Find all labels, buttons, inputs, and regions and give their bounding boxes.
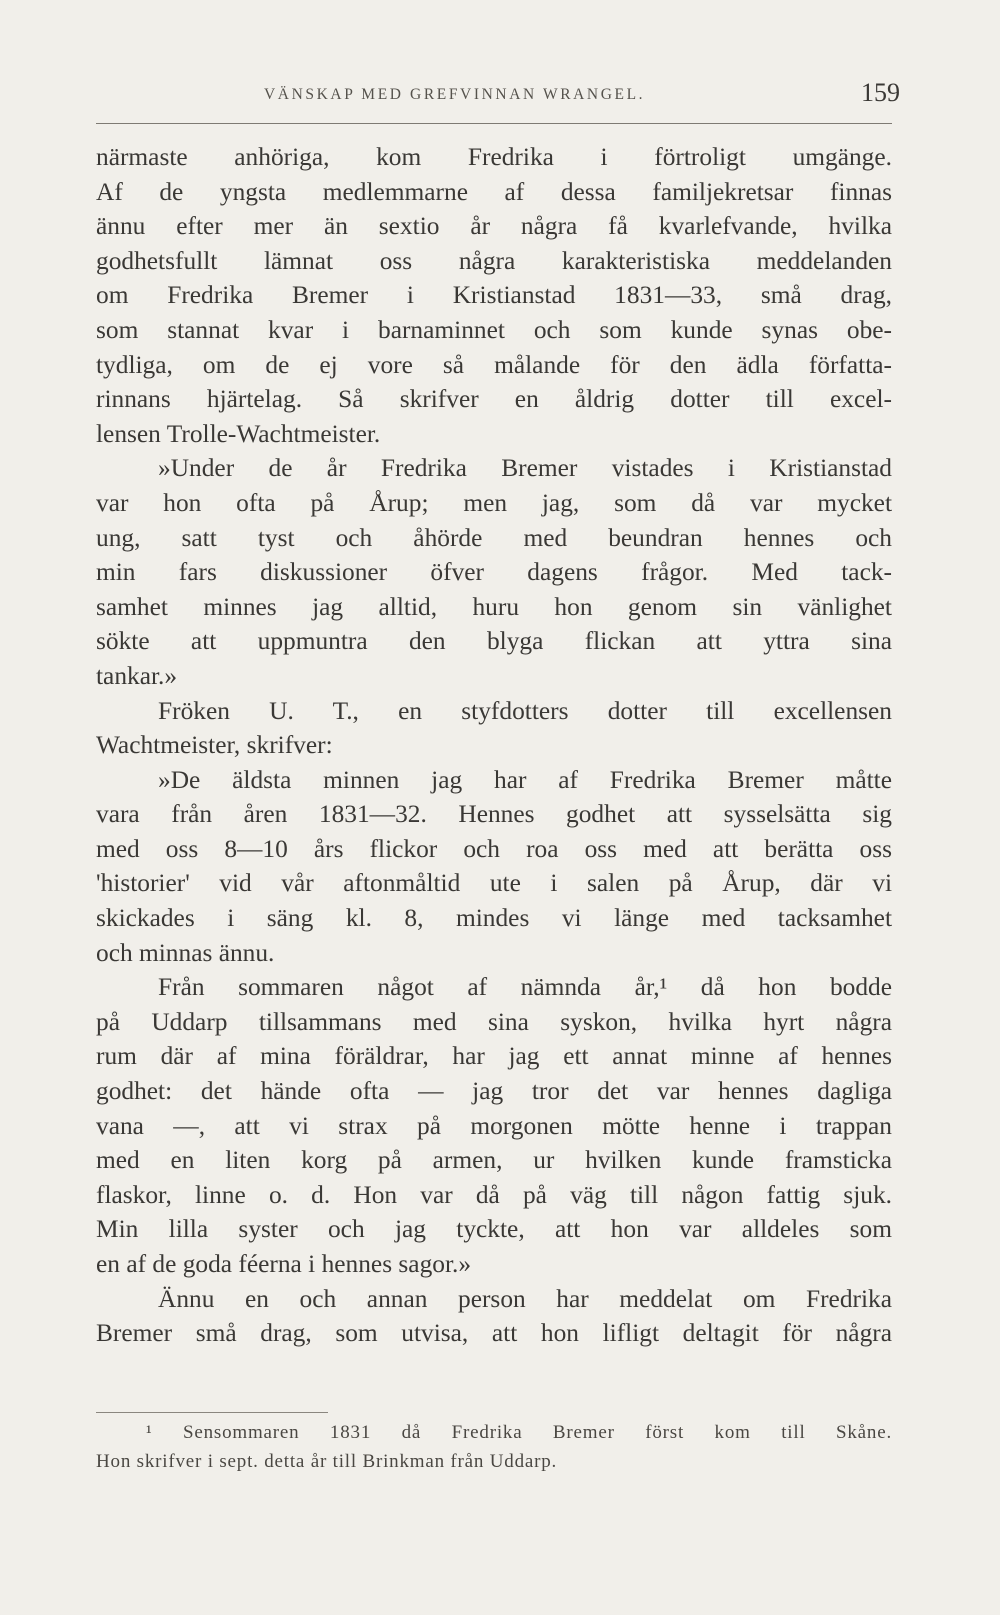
header-rule (96, 123, 892, 124)
footnote-line: ¹ Sensommaren 1831 då Fredrika Bremer först kom till Skåne. (146, 1422, 892, 1443)
footnote-line: Hon skrifver i sept. detta år till Brinkman från Uddarp. (96, 1451, 558, 1472)
text-line: Af de yngsta medlemmarne af dessa familjekretsar finnas (96, 177, 892, 206)
running-title: VÄNSKAP MED GREFVINNAN WRANGEL. (264, 86, 646, 103)
body-text (96, 140, 892, 1351)
text-line: Min lilla syster och jag tyckte, att hon var alldeles som (96, 1215, 892, 1244)
text-line: med en liten korg på armen, ur hvilken kunde framsticka (96, 1146, 892, 1175)
text-line: Ännu en och annan person har meddelat om Fredrika (158, 1284, 892, 1313)
text-line: ännu efter mer än sextio år några få kvarlefvande, hvilka (96, 212, 892, 241)
text-line: Wachtmeister, skrifver: (96, 731, 333, 760)
footnote-rule (96, 1412, 328, 1413)
text-line: sökte att uppmuntra den blyga flickan att yttra sina (96, 627, 892, 656)
text-line: ung, satt tyst och åhörde med beundran hennes och (96, 523, 892, 552)
text-line: tankar.» (96, 661, 178, 690)
text-line: rinnans hjärtelag. Så skrifver en åldrig dotter till excel- (96, 385, 892, 414)
text-line: som stannat kvar i barnaminnet och som kunde synas obe- (96, 315, 892, 344)
text-line: och minnas ännu. (96, 938, 275, 967)
page-number: 159 (861, 78, 900, 107)
text-line: var hon ofta på Årup; men jag, som då var mycket (96, 488, 892, 517)
text-line: 'historier' vid vår aftonmåltid ute i salen på Årup, där vi (96, 869, 892, 898)
footnotes (96, 1418, 892, 1476)
text-line: »Under de år Fredrika Bremer vistades i Kristianstad (158, 454, 892, 483)
text-line: Bremer små drag, som utvisa, att hon lifligt deltagit för några (96, 1319, 892, 1348)
text-line: min fars diskussioner öfver dagens frågor. Med tack- (96, 558, 892, 587)
text-line: godhetsfullt lämnat oss några karakteristiska meddelanden (96, 246, 892, 275)
text-line: skickades i säng kl. 8, mindes vi länge med tacksamhet (96, 904, 892, 933)
text-line: »De äldsta minnen jag har af Fredrika Bremer måtte (158, 765, 892, 794)
text-line: med oss 8—10 års flickor och roa oss med att berätta oss (96, 834, 892, 863)
text-line: vara från åren 1831—32. Hennes godhet att sysselsätta sig (96, 800, 892, 829)
text-line: om Fredrika Bremer i Kristianstad 1831—33, små drag, (96, 281, 892, 310)
text-line: Fröken U. T., en styfdotters dotter till excellensen (158, 696, 892, 725)
text-line: rum där af mina föräldrar, har jag ett annat minne af hennes (96, 1042, 892, 1071)
text-line: godhet: det hände ofta — jag tror det var hennes dagliga (96, 1077, 892, 1106)
text-line: tydliga, om de ej vore så målande för den ädla författa- (96, 350, 892, 379)
text-line: lensen Trolle-Wachtmeister. (96, 419, 381, 448)
text-line: på Uddarp tillsammans med sina syskon, hvilka hyrt några (96, 1007, 892, 1036)
text-line: närmaste anhöriga, kom Fredrika i förtroligt umgänge. (96, 143, 892, 171)
text-line: en af de goda féerna i hennes sagor.» (96, 1250, 472, 1278)
text-line: samhet minnes jag alltid, huru hon genom sin vänlighet (96, 592, 892, 621)
running-head (96, 78, 900, 118)
text-line: vana —, att vi strax på morgonen mötte henne i trappan (96, 1111, 892, 1140)
text-line: Från sommaren något af nämnda år,¹ då hon bodde (158, 973, 892, 1002)
text-line: flaskor, linne o. d. Hon var då på väg till någon fattig sjuk. (96, 1180, 892, 1209)
